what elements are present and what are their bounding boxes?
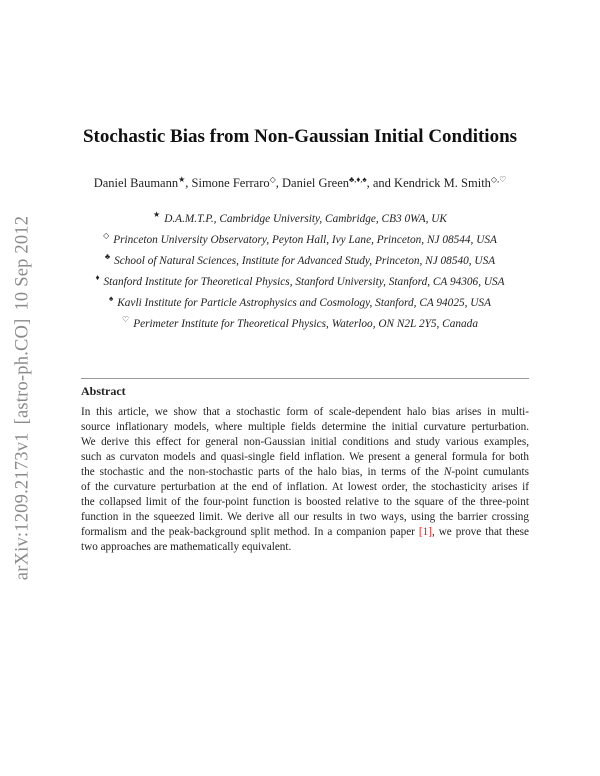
arxiv-date: 10 Sep 2012 (12, 215, 33, 311)
author-separator: , (275, 176, 283, 191)
abstract-line: source inflationary models, where multiple fields determine the initial curvature perturbation. (81, 421, 529, 433)
author-name: Daniel Green (282, 176, 350, 191)
affiliation-text: Princeton University Observatory, Peyton Hall, Ivy Lane, Princeton, NJ 08544, USA (113, 233, 497, 246)
arxiv-id: arXiv:1209.2173v1 (12, 432, 33, 581)
paper-title: Stochastic Bias from Non-Gaussian Initial Conditions (82, 126, 518, 147)
abstract-line: of the curvature perturbation at the end of inflation. At lowest order, the stochasticity arises if (81, 481, 529, 493)
affiliation-text: Stanford Institute for Theoretical Physics, Stanford University, Stanford, CA 94306, USA (103, 275, 505, 288)
abstract-body (81, 405, 529, 555)
affiliation (0, 273, 600, 288)
diamond-suit-icon: ♦ (95, 273, 100, 282)
citation-link[interactable]: [1] (418, 526, 432, 538)
abstract-text: formalism and the peak-background split method. In a companion paper (81, 526, 419, 538)
heart-icon: ♡ (122, 315, 130, 324)
abstract-text: , we prove that these (431, 526, 529, 538)
abstract-line: the collapsed limit of the four-point function is boosted relative to the square of the three-point (81, 496, 529, 508)
math-variable: N (443, 466, 452, 478)
affiliation (0, 210, 600, 225)
abstract-line (81, 465, 529, 480)
affiliation-text: D.A.M.T.P., Cambridge University, Cambridge, CB3 0WA, UK (164, 212, 447, 225)
abstract-text: -point cumulants (451, 466, 529, 478)
affiliation-text: School of Natural Sciences, Institute for Advanced Study, Princeton, NJ 08540, USA (114, 254, 496, 267)
abstract-line: function in the squeezed limit. We derive all our results in two ways, using the barrier crossing (81, 511, 529, 523)
author-marks: ★ (178, 175, 186, 184)
author-marks: ◇,♡ (490, 175, 507, 184)
diamond-icon: ◇ (103, 231, 110, 240)
affiliation (0, 294, 600, 309)
abstract-line (81, 525, 529, 540)
arxiv-stamp (13, 212, 34, 584)
abstract-line: In this article, we show that a stochastic form of scale-dependent halo bias arises in multi- (81, 406, 529, 418)
abstract-line: We derive this effect for general non-Gaussian initial conditions and study various examples, (81, 436, 529, 448)
author-name: Kendrick M. Smith (394, 176, 491, 191)
affiliation-text: Kavli Institute for Particle Astrophysics and Cosmology, Stanford, CA 94025, USA (117, 296, 491, 309)
author-separator: , (185, 176, 192, 191)
arxiv-category: [astro-ph.CO] (12, 318, 33, 425)
star-icon: ★ (153, 210, 161, 219)
spade-icon: ♠ (109, 294, 114, 303)
abstract-line: two approaches are mathematically equivalent. (81, 541, 292, 553)
abstract-line: such as curvaton models and quasi-single field inflation. We present a general formula for both (81, 451, 529, 463)
author-name: Simone Ferraro (191, 176, 270, 191)
author-marks: ◇ (269, 175, 276, 184)
affiliation (0, 252, 600, 267)
abstract-heading: Abstract (81, 384, 126, 398)
author-marks: ♣,♦,♠ (349, 175, 367, 184)
author-separator: , and (366, 176, 395, 191)
club-icon: ♣ (104, 252, 111, 261)
author-name: Daniel Baumann (93, 176, 179, 191)
affiliation-text: Perimeter Institute for Theoretical Physics, Waterloo, ON N2L 2Y5, Canada (133, 317, 478, 330)
affiliation (0, 231, 600, 246)
author-list (0, 175, 600, 191)
affiliation (0, 315, 600, 330)
abstract-text: the stochastic and the non-stochastic parts of the halo bias, in terms of the (81, 466, 444, 478)
divider (81, 378, 529, 379)
